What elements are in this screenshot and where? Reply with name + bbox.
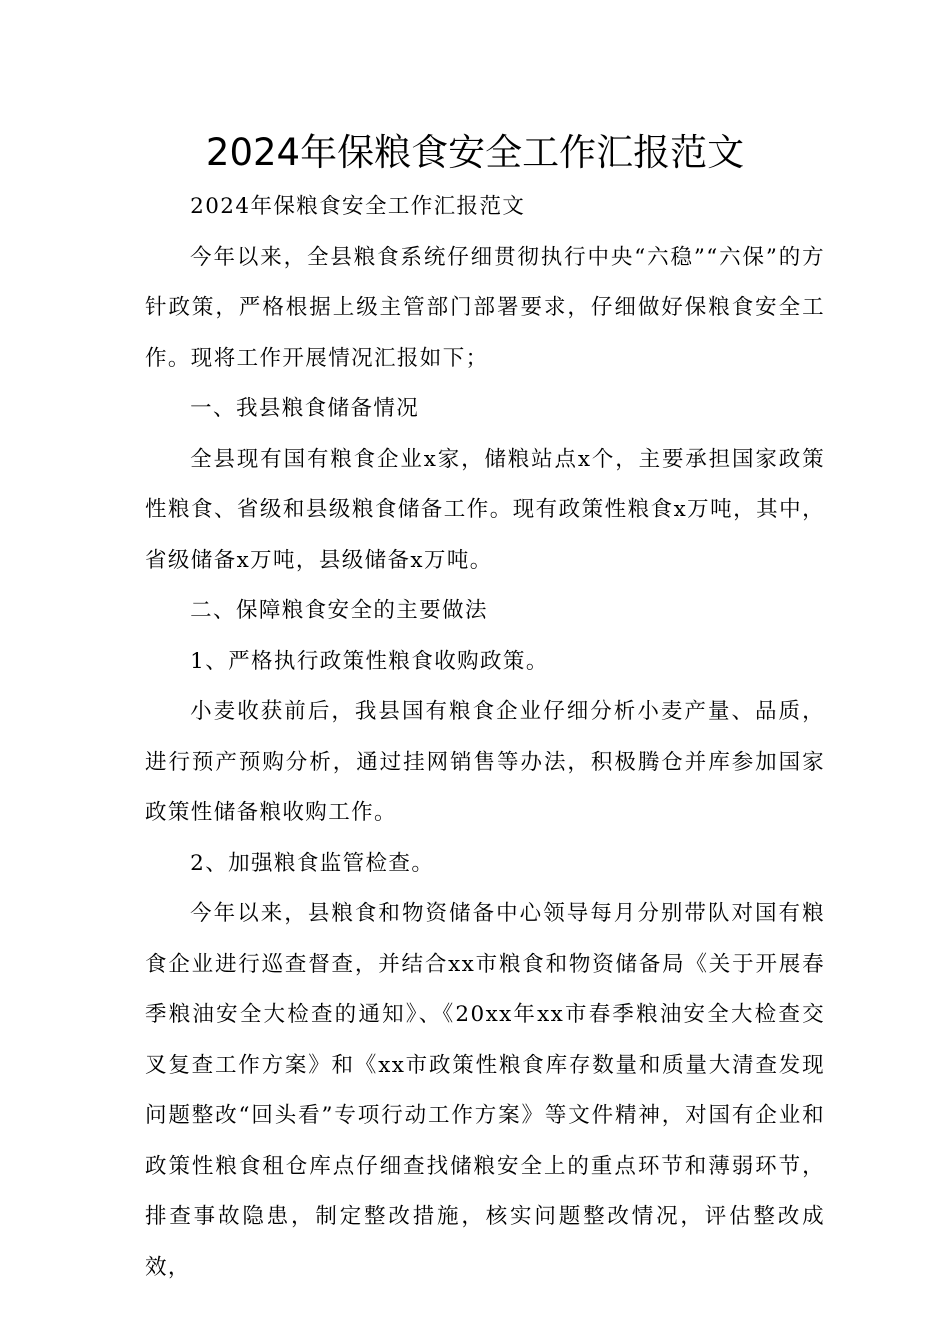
section-heading-2: 二、保障粮食安全的主要做法	[190, 598, 488, 623]
paragraph-reserves: 全县现有国有粮食企业x家，储粮站点x个，主要承担国家政策性粮食、省级和县级粮食储备工作。现有政策性粮食x万吨，其中，省级储备x万吨，县级储备x万吨。	[145, 446, 825, 573]
subsection-heading-1: 1、严格执行政策性粮食收购政策。	[190, 648, 549, 674]
paragraph-subtitle: 2024年保粮食安全工作汇报范文	[190, 194, 526, 219]
document-body	[145, 182, 825, 1293]
paragraph-purchase: 小麦收获前后，我县国有粮食企业仔细分析小麦产量、品质，进行预产预购分析，通过挂网销售等办法，积极腾仓并库参加国家政策性储备粮收购工作。	[145, 699, 825, 825]
paragraph-intro: 今年以来，全县粮食系统仔细贯彻执行中央“六稳”“六保”的方针政策，严格根据上级主管部门部署要求，仔细做好保粮食安全工作。现将工作开展情况汇报如下；	[145, 244, 825, 371]
subsection-heading-2: 2、加强粮食监管检查。	[190, 850, 435, 876]
section-heading-1: 一、我县粮食储备情况	[190, 396, 420, 421]
document-title: 2024年保粮食安全工作汇报范文	[205, 131, 745, 174]
paragraph-supervision: 今年以来，县粮食和物资储备中心领导每月分别带队对国有粮食企业进行巡查督查，并结合xx市粮食和物资储备局《关于开展春季粮油安全大检查的通知》、《20xx年xx市春季粮油安全大检查交叉复查工作方案》和《xx市政策性粮食库存数量和质量大清查发现问题整改“回头看”专项行动工作方案》等文件精神，对国有企业和政策性粮食租仓库点仔细查找储粮安全上的重点环节和薄弱环节，排查事故隐患，制定整改措施，核实问题整改情况，评估整改成效，	[145, 901, 825, 1280]
